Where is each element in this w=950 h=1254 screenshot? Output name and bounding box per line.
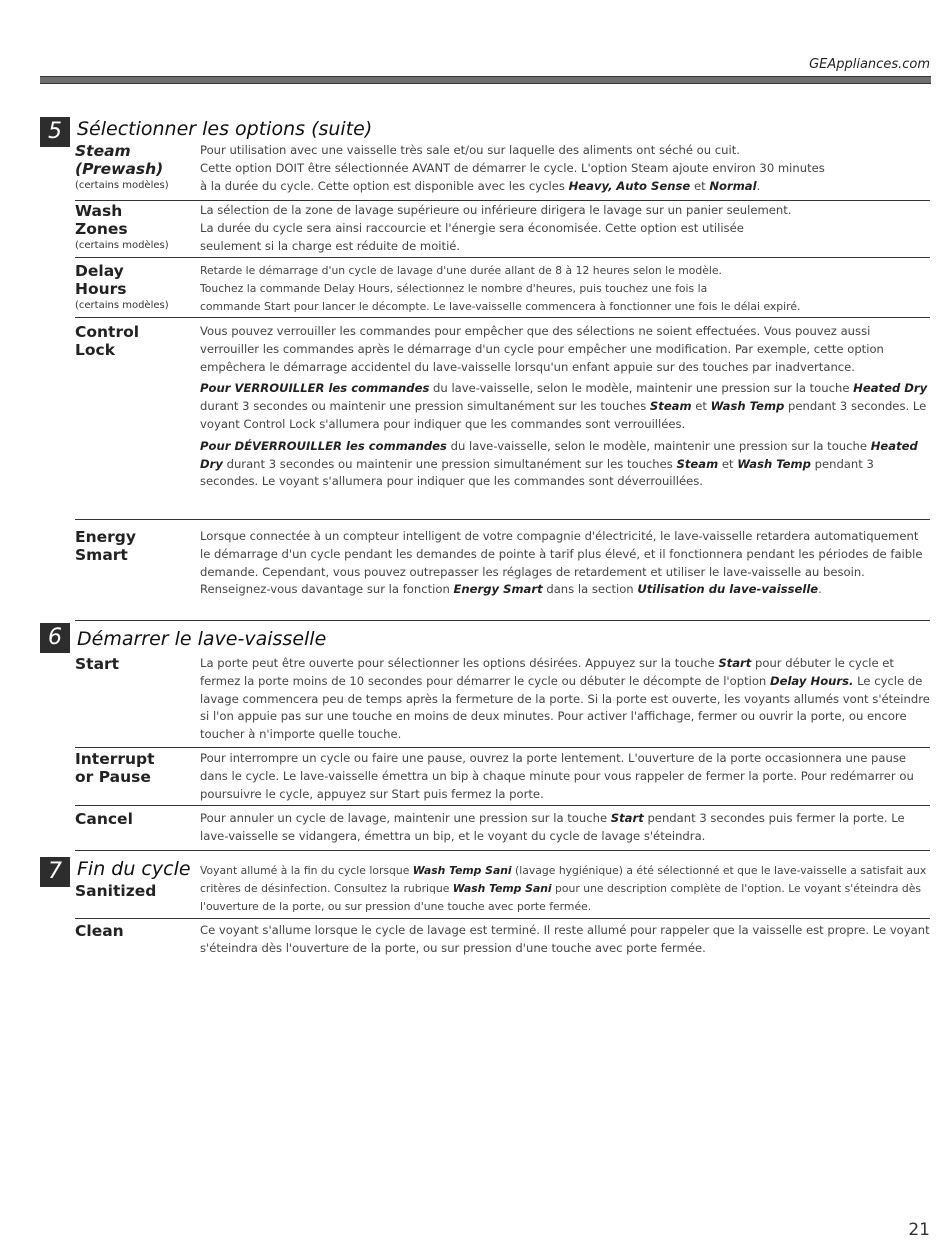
models-note: (certains modèles) <box>75 180 169 191</box>
sanitized-label: Sanitized <box>75 882 157 900</box>
models-note: (certains modèles) <box>75 240 169 251</box>
option-steam <box>75 142 930 201</box>
action-cancel <box>75 810 930 851</box>
wash-zones-description: La sélection de la zone de lavage supérieure ou inférieure dirigera le lavage sur un panier seulement. La durée du cycle sera ainsi raccourcie et l'énergie sera économisée. Cette option est utilisée seulement si la charge est réduite de moitié. <box>200 203 792 253</box>
sanitized-description: Voyant allumé à la fin du cycle lorsque Wash Temp Sani (lavage hygiénique) a été sélectionné et que le lave-vaisselle a satisfait aux critères de désinfection. Consultez la rubrique Wash Temp Sani pour une description complète de l'option. Le voyant s'éteindra dès l'ouverture de la porte, ou sur pression d'une touche avec porte fermée. <box>200 864 927 913</box>
section-7-badge: 7 <box>40 857 70 887</box>
steam-description: Pour utilisation avec une vaisselle très sale et/ou sur laquelle des aliments ont séché ou cuit. Cette option DOIT être sélectionnée AVANT de démarrer le cycle. L'option Steam ajoute environ 30 minutes à la durée du cycle. Cette option est disponible avec les cycles Heavy, Auto Sense et Normal. <box>200 143 825 193</box>
website-header: GEAppliances.com <box>809 57 930 72</box>
energy-smart-description: Lorsque connectée à un compteur intelligent de votre compagnie d'électricité, le lave-vaisselle retardera automatiquement le démarrage d'un cycle pendant les demandes de pointe à tarif plus élevé, et il fonctionnera pendant les périodes de faible demande. Cependant, vous pouvez outrepasser les réglages de retardement et utiliser le lave-vaisselle au besoin. Renseignez-vous davantage sur la fonction Energy Smart dans la section Utilisation du lave-vaisselle. <box>200 529 923 597</box>
hours-label: Hours <box>75 280 127 298</box>
section-7-title: Fin du cycle <box>77 858 191 880</box>
steam-label: Steam <box>75 142 131 160</box>
start-label: Start <box>75 655 120 673</box>
page-number: 21 <box>908 1220 930 1240</box>
section-5-title: Sélectionner les options (suite) <box>77 118 373 140</box>
lock-label: Lock <box>75 341 116 359</box>
prewash-label: (Prewash) <box>75 160 164 178</box>
energy-label: Energy <box>75 528 136 546</box>
wash-label: Wash <box>75 202 123 220</box>
section-6-badge: 6 <box>40 623 70 653</box>
cancel-label: Cancel <box>75 810 133 828</box>
action-start <box>75 655 930 748</box>
clean-label: Clean <box>75 922 124 940</box>
interrupt-label: Interrupt <box>75 750 155 768</box>
pause-label: or Pause <box>75 768 151 786</box>
option-wash-zones <box>75 202 930 258</box>
delay-hours-description: Retarde le démarrage d'un cycle de lavage d'une durée allant de 8 à 12 heures selon le modèle. Touchez la commande Delay Hours, sélectionnez le nombre d'heures, puis touchez une fois la commande Start pour lancer le décompte. Le lave-vaisselle commencera à fonctionner une fois le délai expiré. <box>200 264 801 313</box>
smart-label: Smart <box>75 546 128 564</box>
header-rule <box>40 76 931 84</box>
indicator-clean <box>75 922 930 962</box>
option-control-lock <box>75 323 930 520</box>
option-delay-hours <box>75 262 930 318</box>
clean-description: Ce voyant s'allume lorsque le cycle de lavage est terminé. Il reste allumé pour rappeler que la vaisselle est propre. Le voyant s'éteindra dès l'ouverture de la porte, ou sur pression d'une touche avec porte fermée. <box>200 923 930 955</box>
zones-label: Zones <box>75 220 128 238</box>
delay-label: Delay <box>75 262 124 280</box>
start-description: La porte peut être ouverte pour sélectionner les options désirées. Appuyez sur la touche Start pour débuter le cycle et fermez la porte moins de 10 secondes pour démarrer le cycle ou débuter le décompte de l'option Delay Hours. Le cycle de lavage commencera peu de temps après la fermeture de la porte. Si la porte est ouverte, les voyants allumés vont s'éteindre si l'on appuie pas sur une touche en moins de deux minutes. Pour activer l'affichage, fermer ou ouvrir la porte, ou encore toucher à n'importe quelle touche. <box>200 656 930 742</box>
section-6-title: Démarrer le lave-vaisselle <box>77 628 327 650</box>
control-label: Control <box>75 323 140 341</box>
section-5-badge: 5 <box>40 117 70 147</box>
control-lock-description: Vous pouvez verrouiller les commandes pour empêcher que des sélections ne soient effectuées. Vous pouvez aussi verrouiller les commandes après le démarrage d'un cycle pour empêcher une modification. Par exemple, cette option empêchera le démarrage accidentel du lave-vaisselle lorsqu'un enfant appuie sur des touches par inadvertance. Pour VERROUILLER les commandes du lave-vaisselle, selon le modèle, maintenir une pression sur la touche Heated Dry durant 3 secondes ou maintenir une pression simultanément sur les touches Steam et Wash Temp pendant 3 secondes. Le voyant Control Lock s'allumera pour indiquer que les commandes sont verrouillées. Pour DÉVERROUILLER les commandes du lave-vaisselle, selon le modèle, maintenir une pression sur la touche Heated Dry durant 3 secondes ou maintenir une pression simultanément sur les touches Steam et Wash Temp pendant 3 secondes. Le voyant s'allumera pour indiquer que les commandes sont déverrouillées. <box>200 324 928 489</box>
cancel-description: Pour annuler un cycle de lavage, maintenir une pression sur la touche Start pendant 3 secondes puis fermer la porte. Le lave-vaisselle se vidangera, émettra un bip, et le voyant du cycle de lavage s'éteindra. <box>200 811 905 843</box>
indicator-sanitized <box>75 862 930 919</box>
action-interrupt <box>75 750 930 806</box>
models-note: (certains modèles) <box>75 300 169 311</box>
option-energy-smart <box>75 528 930 621</box>
interrupt-description: Pour interrompre un cycle ou faire une pause, ouvrez la porte lentement. L'ouverture de la porte occasionnera une pause dans le cycle. Le lave-vaisselle émettra un bip à chaque minute pour vous rappeler de fermer la porte. Pour redémarrer ou poursuivre le cycle, appuyez sur Start puis fermez la porte. <box>200 751 914 801</box>
